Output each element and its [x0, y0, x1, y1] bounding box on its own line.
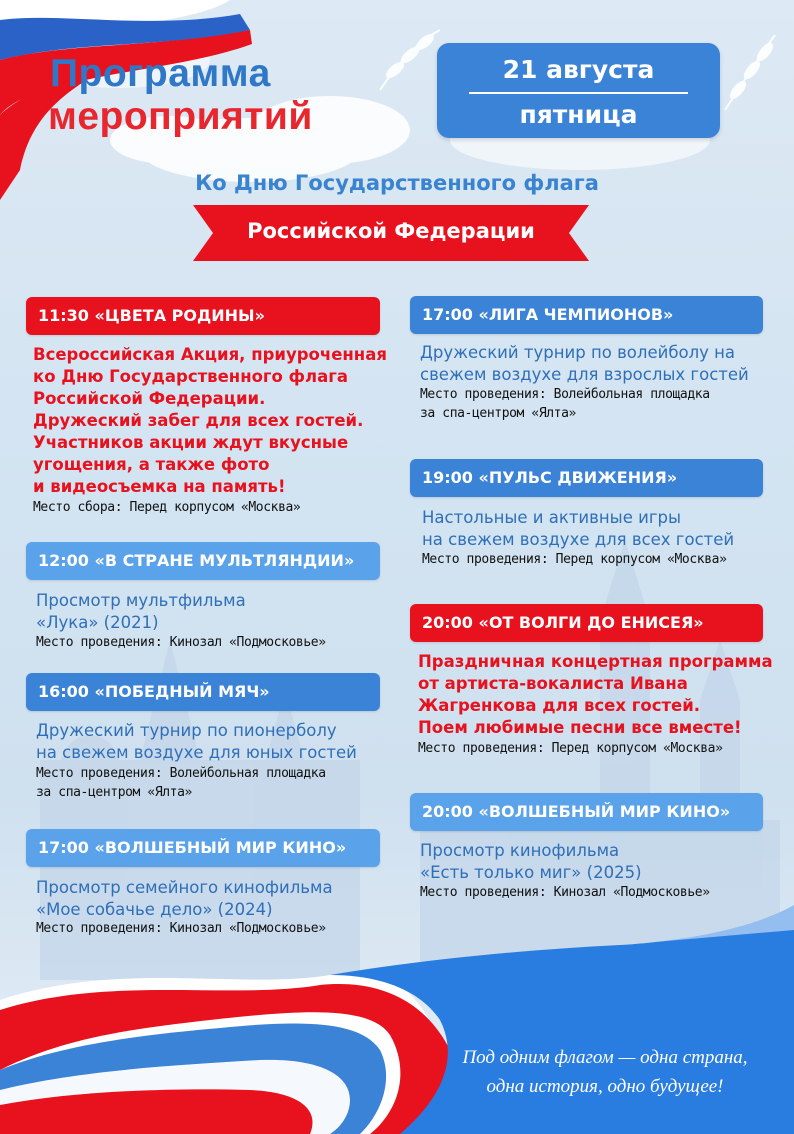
event-place [420, 385, 710, 423]
desc-line: угощения, а также фото [33, 455, 270, 474]
place-line: Место проведения: Кинозал «Подмосковье» [36, 921, 326, 936]
desc-line: ко Дню Государственного флага [33, 367, 348, 386]
page-title-line2: мероприятий [48, 95, 313, 138]
ribbon-banner [193, 205, 589, 261]
place-line: Место проведения: Перед корпусом «Москва» [418, 741, 723, 756]
event-place [36, 633, 326, 652]
event-header-puls-dvizheniya: 19:00 «ПУЛЬС ДВИЖЕНИЯ» [410, 459, 763, 497]
desc-line: Праздничная концертная программа [418, 652, 773, 671]
place-line: за спа-центром «Ялта» [420, 406, 576, 421]
desc-line: Поем любимые песни все вместе! [418, 718, 742, 737]
desc-line: Российской Федерации. [33, 389, 266, 408]
place-line: Место проведения: Перед корпусом «Москва» [422, 552, 727, 567]
event-header-liga-chempionov: 17:00 «ЛИГА ЧЕМПИОНОВ» [410, 296, 763, 334]
event-place [33, 498, 300, 517]
place-line: Место проведения: Кинозал «Подмосковье» [420, 885, 710, 900]
date-badge [437, 43, 720, 138]
desc-line: Дружеский забег для всех гостей. [33, 411, 364, 430]
place-line: за спа-центром «Ялта» [36, 785, 192, 800]
event-description [420, 840, 642, 884]
desc-line: Жагренкова для всех гостей. [418, 696, 701, 715]
event-header-ot-volgi-do-eniseya: 20:00 «ОТ ВОЛГИ ДО ЕНИСЕЯ» [410, 604, 763, 642]
desc-line: и видеосъемка на память! [33, 477, 286, 496]
event-date: 21 августа [502, 55, 655, 84]
event-description [33, 344, 387, 498]
event-place [418, 739, 723, 758]
desc-line: «Мое собачье дело» (2024) [36, 900, 273, 919]
subtitle: Ко Дню Государственного флага [195, 171, 599, 195]
event-description [36, 590, 246, 634]
date-divider [469, 92, 688, 94]
desc-line: Просмотр кинофильма [420, 841, 620, 860]
place-line: Место проведения: Кинозал «Подмосковье» [36, 635, 326, 650]
place-line: Место проведения: Волейбольная площадка [420, 387, 710, 402]
footer-slogan [430, 1043, 780, 1101]
event-description [36, 877, 333, 921]
desc-line: Настольные и активные игры [422, 508, 681, 527]
event-header-pobedny-myach: 16:00 «ПОБЕДНЫЙ МЯЧ» [26, 673, 380, 711]
event-place [36, 919, 326, 938]
desc-line: Дружеский турнир по волейболу на [420, 343, 736, 362]
slogan-line: одна история, одно будущее! [486, 1076, 724, 1097]
event-header-v-strane-multlyandii: 12:00 «В СТРАНЕ МУЛЬТЛЯНДИИ» [26, 542, 380, 580]
event-place [422, 550, 727, 569]
desc-line: свежем воздухе для взрослых гостей [420, 365, 749, 384]
desc-line: Просмотр мультфильма [36, 591, 246, 610]
event-description [418, 651, 773, 739]
event-description [422, 507, 734, 551]
place-line: Место проведения: Волейбольная площадка [36, 766, 326, 781]
place-line: Место сбора: Перед корпусом «Москва» [33, 500, 301, 515]
event-weekday: пятница [519, 100, 638, 129]
ribbon-text: Российской Федерации [247, 219, 535, 243]
event-description [420, 342, 749, 386]
desc-line: на свежем воздухе для всех гостей [422, 530, 735, 549]
event-header-volshebny-mir-kino-2: 20:00 «ВОЛШЕБНЫЙ МИР КИНО» [410, 793, 763, 831]
desc-line: Просмотр семейного кинофильма [36, 878, 333, 897]
event-place [36, 764, 326, 802]
desc-line: Участников акции ждут вкусные [33, 433, 349, 452]
desc-line: «Лука» (2021) [36, 613, 159, 632]
desc-line: «Есть только миг» (2025) [420, 863, 642, 882]
desc-line: от артиста-вокалиста Ивана [418, 674, 688, 693]
desc-line: Всероссийская Акция, приуроченная [33, 345, 387, 364]
desc-line: Дружеский турнир по пионерболу [36, 721, 337, 740]
page-title-line1: Программа [50, 52, 271, 95]
event-place [420, 883, 710, 902]
slogan-line: Под одним флагом — одна страна, [462, 1047, 748, 1068]
event-description [36, 720, 357, 764]
event-header-cveta-rodiny: 11:30 «ЦВЕТА РОДИНЫ» [26, 297, 380, 335]
event-header-volshebny-mir-kino: 17:00 «ВОЛШЕБНЫЙ МИР КИНО» [26, 829, 380, 867]
desc-line: на свежем воздухе для юных гостей [36, 743, 357, 762]
